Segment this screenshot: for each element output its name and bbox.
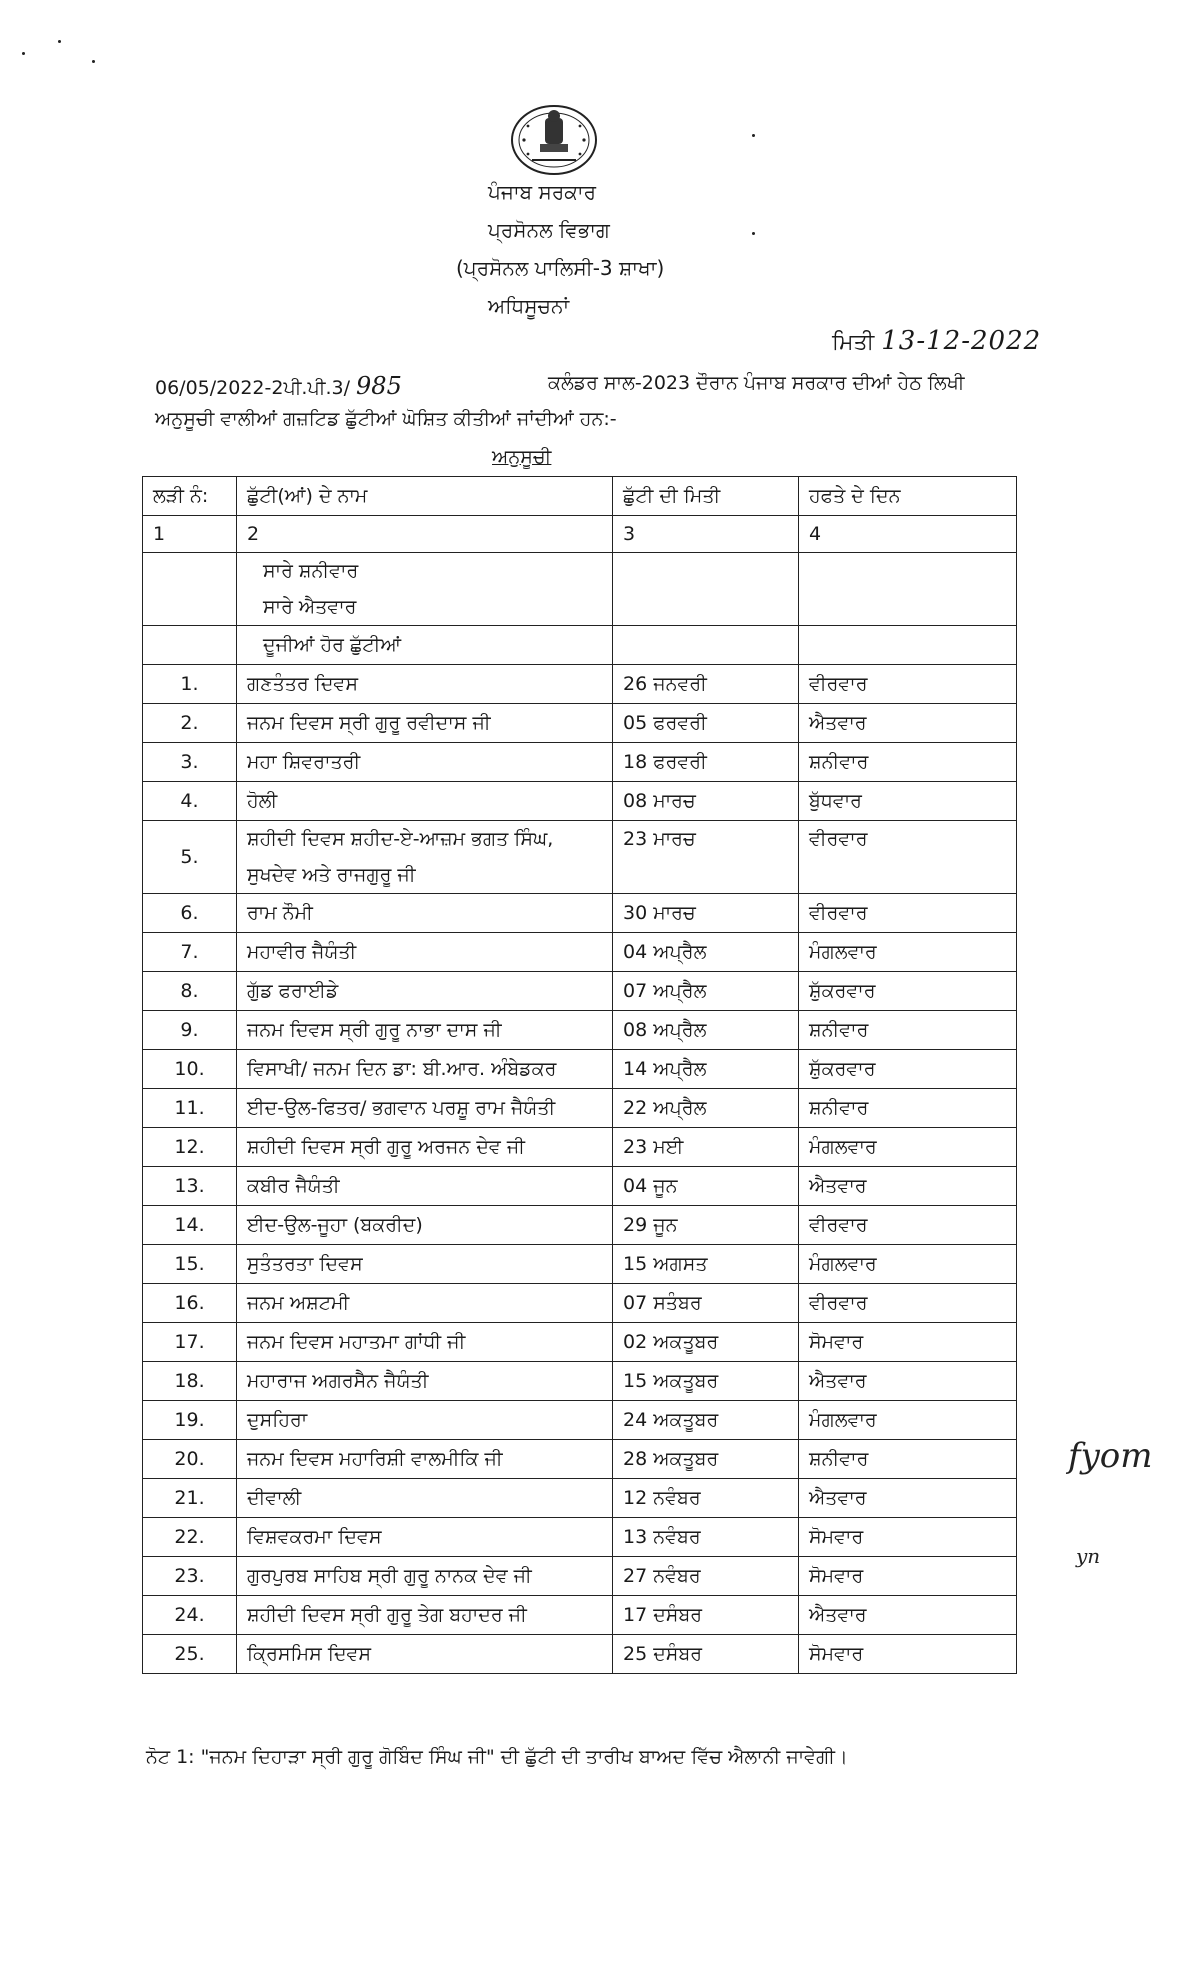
serial-cell: 23. xyxy=(143,1557,237,1596)
serial-cell: 2. xyxy=(143,704,237,743)
date-label: ਮਿਤੀ xyxy=(832,330,875,355)
table-row xyxy=(143,1401,1017,1440)
holiday-date-cell: 26 ਜਨਵਰੀ xyxy=(613,665,799,704)
signature-initial: fyom xyxy=(1068,1436,1153,1476)
scan-speck xyxy=(752,134,755,137)
reference-handwritten: 985 xyxy=(356,372,402,400)
empty-cell xyxy=(143,626,237,665)
holiday-date-cell: 15 ਅਕਤੂਬਰ xyxy=(613,1362,799,1401)
holiday-name-cell: ਵਿਸਾਖੀ/ ਜਨਮ ਦਿਨ ਡਾ: ਬੀ.ਆਰ. ਅੰਬੇਡਕਰ xyxy=(237,1050,613,1089)
other-holidays-label: ਦੂਜੀਆਂ ਹੋਰ ਛੁੱਟੀਆਂ xyxy=(237,626,613,665)
serial-cell: 21. xyxy=(143,1479,237,1518)
weekday-cell: ਐਤਵਾਰ xyxy=(799,1596,1017,1635)
holiday-date-cell: 17 ਦਸੰਬਰ xyxy=(613,1596,799,1635)
column-number-row xyxy=(143,516,1017,553)
other-holidays-row xyxy=(143,626,1017,665)
table-row xyxy=(143,704,1017,743)
intro-line-1: ਕਲੰਡਰ ਸਾਲ-2023 ਦੌਰਾਨ ਪੰਜਾਬ ਸਰਕਾਰ ਦੀਆਂ ਹੇਠ ਲਿਖੀ xyxy=(548,372,965,394)
government-name: ਪੰਜਾਬ ਸਰਕਾਰ xyxy=(488,180,596,204)
serial-cell: 9. xyxy=(143,1011,237,1050)
column-number: 3 xyxy=(613,516,799,553)
state-emblem-icon xyxy=(508,102,600,178)
scan-speck xyxy=(92,60,95,63)
empty-cell xyxy=(143,553,237,626)
weekday-cell: ਸੋਮਵਾਰ xyxy=(799,1323,1017,1362)
serial-cell: 20. xyxy=(143,1440,237,1479)
weekday-cell: ਸ਼ਨੀਵਾਰ xyxy=(799,1011,1017,1050)
issue-date xyxy=(832,326,1041,356)
holiday-date-cell: 30 ਮਾਰਚ xyxy=(613,894,799,933)
holiday-name-cell: ਗੁਰਪੁਰਬ ਸਾਹਿਬ ਸ੍ਰੀ ਗੁਰੂ ਨਾਨਕ ਦੇਵ ਜੀ xyxy=(237,1557,613,1596)
table-header-row xyxy=(143,477,1017,516)
holiday-date-cell: 08 ਅਪ੍ਰੈਲ xyxy=(613,1011,799,1050)
holiday-date-cell: 07 ਅਪ੍ਰੈਲ xyxy=(613,972,799,1011)
serial-cell: 13. xyxy=(143,1167,237,1206)
serial-cell: 15. xyxy=(143,1245,237,1284)
intro-line-2: ਅਨੁਸੂਚੀ ਵਾਲੀਆਂ ਗਜ਼ਟਿਡ ਛੁੱਟੀਆਂ ਘੋਸ਼ਿਤ ਕੀਤੀਆਂ ਜਾਂਦੀਆਂ ਹਨ:- xyxy=(155,408,617,430)
holiday-date-cell: 05 ਫਰਵਰੀ xyxy=(613,704,799,743)
serial-cell: 25. xyxy=(143,1635,237,1674)
table-row xyxy=(143,894,1017,933)
column-number: 1 xyxy=(143,516,237,553)
date-value: 13-12-2022 xyxy=(881,326,1042,356)
holiday-name-cell: ਸ਼ਹੀਦੀ ਦਿਵਸ ਸ੍ਰੀ ਗੁਰੂ ਅਰਜਨ ਦੇਵ ਜੀ xyxy=(237,1128,613,1167)
header-serial: ਲੜੀ ਨੰ: xyxy=(143,477,237,516)
weekday-cell: ਸ਼ਨੀਵਾਰ xyxy=(799,743,1017,782)
table-row xyxy=(143,821,1017,894)
holiday-date-cell: 24 ਅਕਤੂਬਰ xyxy=(613,1401,799,1440)
holiday-date-cell: 23 ਮਈ xyxy=(613,1128,799,1167)
holiday-name-cell: ਹੋਲੀ xyxy=(237,782,613,821)
table-row xyxy=(143,1323,1017,1362)
header-weekday: ਹਫਤੇ ਦੇ ਦਿਨ xyxy=(799,477,1017,516)
table-row xyxy=(143,972,1017,1011)
weekday-cell: ਸ਼ਨੀਵਾਰ xyxy=(799,1440,1017,1479)
weekday-cell: ਐਤਵਾਰ xyxy=(799,1167,1017,1206)
document-type: ਅਧਿਸੂਚਨਾਂ xyxy=(488,294,570,318)
reference-code: 06/05/2022-2ਪੀ.ਪੀ.3/ xyxy=(155,377,350,399)
table-row xyxy=(143,1635,1017,1674)
all-sundays: ਸਾਰੇ ਐਤਵਾਰ xyxy=(263,596,357,618)
serial-cell: 3. xyxy=(143,743,237,782)
department-name: ਪ੍ਰਸੋਨਲ ਵਿਭਾਗ xyxy=(488,218,610,242)
holiday-name-cell: ਸ਼ਹੀਦੀ ਦਿਵਸ ਸ੍ਰੀ ਗੁਰੂ ਤੇਗ ਬਹਾਦਰ ਜੀ xyxy=(237,1596,613,1635)
serial-cell: 8. xyxy=(143,972,237,1011)
holiday-date-cell: 15 ਅਗਸਤ xyxy=(613,1245,799,1284)
table-row xyxy=(143,782,1017,821)
empty-cell xyxy=(799,626,1017,665)
column-number: 2 xyxy=(237,516,613,553)
holiday-name-cell: ਗਣਤੰਤਰ ਦਿਵਸ xyxy=(237,665,613,704)
holiday-date-cell: 04 ਜੂਨ xyxy=(613,1167,799,1206)
serial-cell: 24. xyxy=(143,1596,237,1635)
note: ਨੋਟ 1: "ਜਨਮ ਦਿਹਾੜਾ ਸ੍ਰੀ ਗੁਰੂ ਗੋਬਿੰਦ ਸਿੰਘ ਜੀ" ਦੀ ਛੁੱਟੀ ਦੀ ਤਾਰੀਖ ਬਾਅਦ ਵਿੱਚ ਐਲਾਨੀ ਜਾਵੇਗੀ। xyxy=(146,1746,848,1768)
holiday-date-cell: 02 ਅਕਤੂਬਰ xyxy=(613,1323,799,1362)
table-row xyxy=(143,1518,1017,1557)
holiday-name-cell: ਜਨਮ ਦਿਵਸ ਮਹਾਰਿਸ਼ੀ ਵਾਲਮੀਕਿ ਜੀ xyxy=(237,1440,613,1479)
holiday-date-cell: 07 ਸਤੰਬਰ xyxy=(613,1284,799,1323)
table-row xyxy=(143,743,1017,782)
holiday-name-line: ਸੁਖਦੇਵ ਅਤੇ ਰਾਜਗੁਰੂ ਜੀ xyxy=(247,864,416,886)
table-row xyxy=(143,1128,1017,1167)
serial-cell: 11. xyxy=(143,1089,237,1128)
weekday-cell: ਵੀਰਵਾਰ xyxy=(799,665,1017,704)
signature-mark: yn xyxy=(1076,1544,1101,1568)
weekday-cell: ਮੰਗਲਵਾਰ xyxy=(799,1401,1017,1440)
holiday-date-cell: 18 ਫਰਵਰੀ xyxy=(613,743,799,782)
weekday-cell: ਮੰਗਲਵਾਰ xyxy=(799,1245,1017,1284)
table-row xyxy=(143,665,1017,704)
table-row xyxy=(143,1557,1017,1596)
scan-speck xyxy=(58,40,61,43)
table-row xyxy=(143,1362,1017,1401)
serial-cell: 5. xyxy=(143,821,237,894)
table-row xyxy=(143,1596,1017,1635)
weekday-cell: ਸ਼ੁੱਕਰਵਾਰ xyxy=(799,972,1017,1011)
table-row xyxy=(143,1206,1017,1245)
scan-speck xyxy=(752,232,755,235)
weekday-cell: ਐਤਵਾਰ xyxy=(799,1479,1017,1518)
all-saturdays: ਸਾਰੇ ਸ਼ਨੀਵਾਰ xyxy=(263,560,359,582)
weekday-cell: ਐਤਵਾਰ xyxy=(799,1362,1017,1401)
serial-cell: 17. xyxy=(143,1323,237,1362)
holiday-date-cell: 23 ਮਾਰਚ xyxy=(613,821,799,894)
serial-cell: 14. xyxy=(143,1206,237,1245)
scan-speck xyxy=(22,52,25,55)
holiday-name-cell: ਈਦ-ਉਲ-ਜੂਹਾ (ਬਕਰੀਦ) xyxy=(237,1206,613,1245)
weekday-cell: ਮੰਗਲਵਾਰ xyxy=(799,933,1017,972)
holiday-name-cell xyxy=(237,821,613,894)
holiday-name-cell: ਮਹਾਰਾਜ ਅਗਰਸੈਨ ਜੈਯੰਤੀ xyxy=(237,1362,613,1401)
table-row xyxy=(143,1011,1017,1050)
serial-cell: 6. xyxy=(143,894,237,933)
weekday-cell: ਸੋਮਵਾਰ xyxy=(799,1635,1017,1674)
empty-cell xyxy=(613,553,799,626)
serial-cell: 19. xyxy=(143,1401,237,1440)
weekday-cell: ਵੀਰਵਾਰ xyxy=(799,821,1017,894)
holiday-name-cell: ਵਿਸ਼ਵਕਰਮਾ ਦਿਵਸ xyxy=(237,1518,613,1557)
weekday-cell: ਸੋਮਵਾਰ xyxy=(799,1557,1017,1596)
holiday-name-cell: ਜਨਮ ਦਿਵਸ ਸ੍ਰੀ ਗੁਰੂ ਰਵੀਦਾਸ ਜੀ xyxy=(237,704,613,743)
holiday-name-cell: ਜਨਮ ਦਿਵਸ ਮਹਾਤਮਾ ਗਾਂਧੀ ਜੀ xyxy=(237,1323,613,1362)
table-row xyxy=(143,933,1017,972)
holiday-name-cell: ਜਨਮ ਦਿਵਸ ਸ੍ਰੀ ਗੁਰੂ ਨਾਭਾ ਦਾਸ ਜੀ xyxy=(237,1011,613,1050)
table-row xyxy=(143,1167,1017,1206)
holiday-date-cell: 28 ਅਕਤੂਬਰ xyxy=(613,1440,799,1479)
holiday-name-cell: ਜਨਮ ਅਸ਼ਟਮੀ xyxy=(237,1284,613,1323)
weekday-cell: ਸ਼ਨੀਵਾਰ xyxy=(799,1089,1017,1128)
holiday-name-cell: ਈਦ-ਉਲ-ਫਿਤਰ/ ਭਗਵਾਨ ਪਰਸ਼ੂ ਰਾਮ ਜੈਯੰਤੀ xyxy=(237,1089,613,1128)
weekday-cell: ਵੀਰਵਾਰ xyxy=(799,1206,1017,1245)
table-row xyxy=(143,1245,1017,1284)
serial-cell: 22. xyxy=(143,1518,237,1557)
branch-name: (ਪ੍ਰਸੋਨਲ ਪਾਲਿਸੀ-3 ਸ਼ਾਖਾ) xyxy=(456,256,665,280)
holiday-name-cell: ਦੀਵਾਲੀ xyxy=(237,1479,613,1518)
holiday-name-cell: ਰਾਮ ਨੌਮੀ xyxy=(237,894,613,933)
holiday-name-cell: ਦੁਸਹਿਰਾ xyxy=(237,1401,613,1440)
holiday-date-cell: 29 ਜੂਨ xyxy=(613,1206,799,1245)
table-row xyxy=(143,1089,1017,1128)
holiday-date-cell: 14 ਅਪ੍ਰੈਲ xyxy=(613,1050,799,1089)
serial-cell: 1. xyxy=(143,665,237,704)
empty-cell xyxy=(799,553,1017,626)
empty-cell xyxy=(613,626,799,665)
holiday-name-cell: ਸੁਤੰਤਰਤਾ ਦਿਵਸ xyxy=(237,1245,613,1284)
reference-number xyxy=(155,372,402,400)
weekday-cell: ਐਤਵਾਰ xyxy=(799,704,1017,743)
table-row xyxy=(143,1479,1017,1518)
holiday-date-cell: 08 ਮਾਰਚ xyxy=(613,782,799,821)
weekday-cell: ਵੀਰਵਾਰ xyxy=(799,894,1017,933)
weekday-cell: ਸ਼ੁੱਕਰਵਾਰ xyxy=(799,1050,1017,1089)
serial-cell: 16. xyxy=(143,1284,237,1323)
general-holidays-row xyxy=(143,553,1017,626)
general-holidays-cell xyxy=(237,553,613,626)
serial-cell: 7. xyxy=(143,933,237,972)
serial-cell: 18. xyxy=(143,1362,237,1401)
table-row xyxy=(143,1284,1017,1323)
holiday-name-cell: ਕ੍ਰਿਸਮਿਸ ਦਿਵਸ xyxy=(237,1635,613,1674)
header-holiday-name: ਛੁੱਟੀ(ਆਂ) ਦੇ ਨਾਮ xyxy=(237,477,613,516)
holiday-name-cell: ਮਹਾ ਸ਼ਿਵਰਾਤਰੀ xyxy=(237,743,613,782)
weekday-cell: ਵੀਰਵਾਰ xyxy=(799,1284,1017,1323)
serial-cell: 10. xyxy=(143,1050,237,1089)
holiday-date-cell: 22 ਅਪ੍ਰੈਲ xyxy=(613,1089,799,1128)
holiday-name-line: ਸ਼ਹੀਦੀ ਦਿਵਸ ਸ਼ਹੀਦ-ਏ-ਆਜ਼ਮ ਭਗਤ ਸਿੰਘ, xyxy=(247,828,554,850)
holiday-date-cell: 25 ਦਸੰਬਰ xyxy=(613,1635,799,1674)
column-number: 4 xyxy=(799,516,1017,553)
weekday-cell: ਬੁੱਧਵਾਰ xyxy=(799,782,1017,821)
header-holiday-date: ਛੁੱਟੀ ਦੀ ਮਿਤੀ xyxy=(613,477,799,516)
holiday-date-cell: 13 ਨਵੰਬਰ xyxy=(613,1518,799,1557)
holiday-date-cell: 27 ਨਵੰਬਰ xyxy=(613,1557,799,1596)
table-row xyxy=(143,1050,1017,1089)
table-row xyxy=(143,1440,1017,1479)
holiday-name-cell: ਕਬੀਰ ਜੈਯੰਤੀ xyxy=(237,1167,613,1206)
holiday-name-cell: ਗੁੱਡ ਫਰਾਈਡੇ xyxy=(237,972,613,1011)
serial-cell: 4. xyxy=(143,782,237,821)
holiday-date-cell: 12 ਨਵੰਬਰ xyxy=(613,1479,799,1518)
serial-cell: 12. xyxy=(143,1128,237,1167)
holiday-date-cell: 04 ਅਪ੍ਰੈਲ xyxy=(613,933,799,972)
holiday-name-cell: ਮਹਾਵੀਰ ਜੈਯੰਤੀ xyxy=(237,933,613,972)
weekday-cell: ਸੋਮਵਾਰ xyxy=(799,1518,1017,1557)
schedule-title: ਅਨੁਸੂਚੀ xyxy=(492,446,552,468)
holiday-table xyxy=(142,476,1017,1674)
weekday-cell: ਮੰਗਲਵਾਰ xyxy=(799,1128,1017,1167)
